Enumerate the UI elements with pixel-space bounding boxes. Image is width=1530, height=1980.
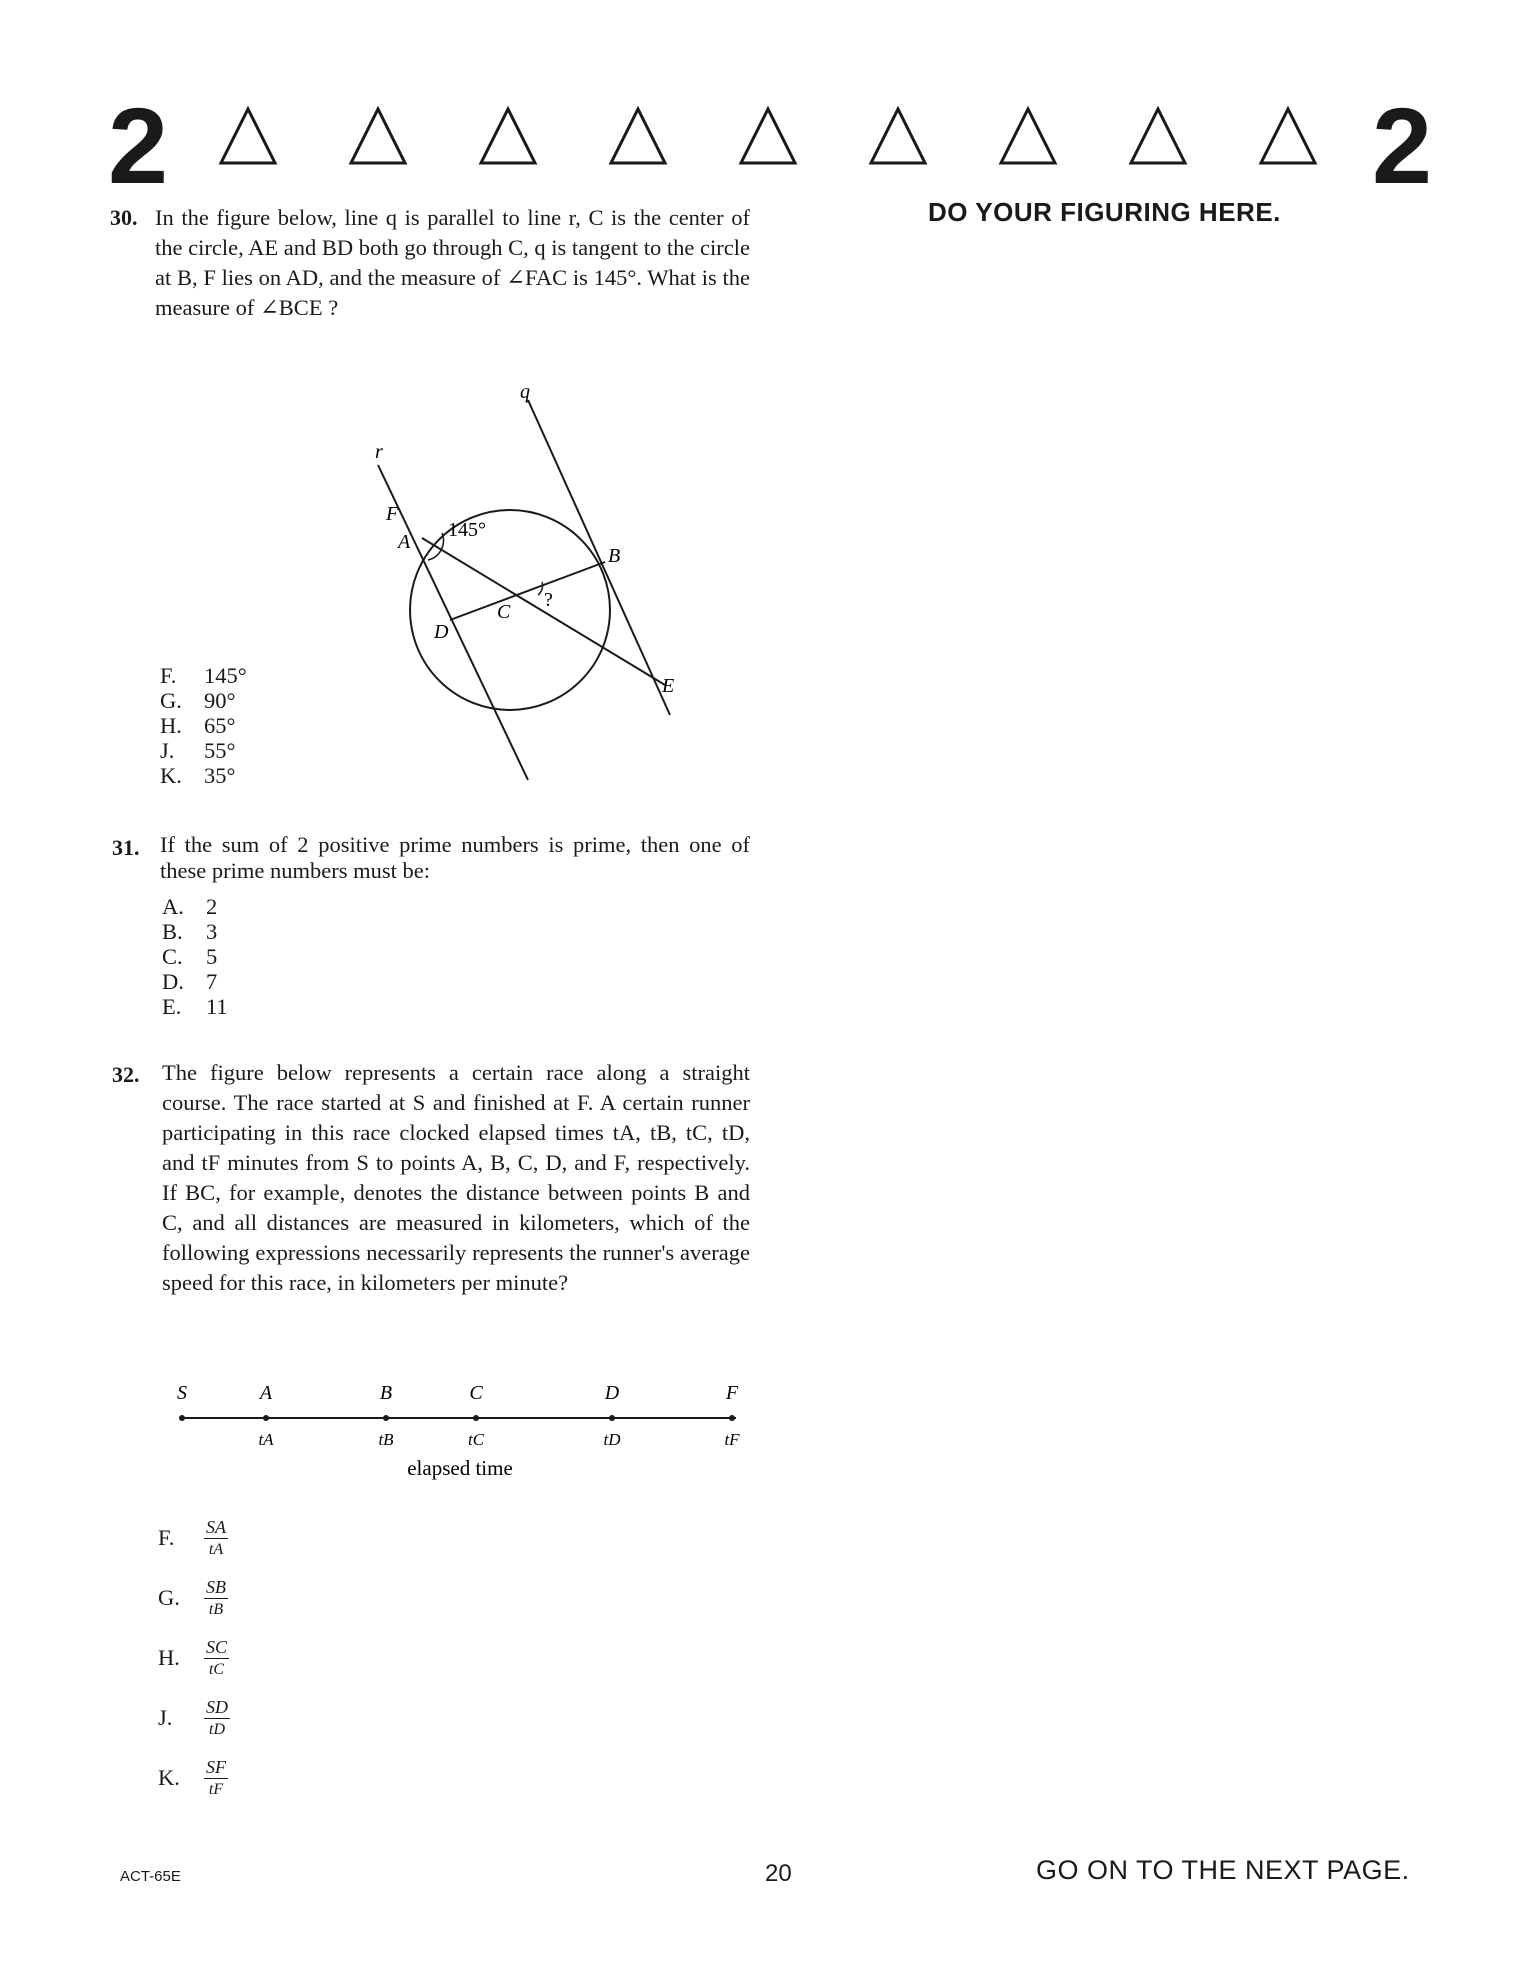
race-point-dot — [179, 1415, 185, 1421]
race-point-label: C — [469, 1382, 483, 1404]
form-code: ACT-65E — [120, 1868, 181, 1885]
fraction-denominator: tD — [209, 1720, 225, 1738]
page-number: 20 — [765, 1860, 792, 1887]
option-letter: C. — [162, 944, 183, 969]
question-32-number: 32. — [112, 1062, 140, 1087]
option-letter: H. — [160, 713, 182, 738]
option-row[interactable] — [158, 1628, 230, 1688]
triangle-row — [218, 106, 1338, 174]
race-point-label: A — [259, 1382, 273, 1404]
option-value: 35° — [204, 763, 236, 788]
question-32-options — [158, 1508, 230, 1808]
option-fraction — [204, 1756, 228, 1801]
race-time-label: tF — [724, 1430, 740, 1449]
option-row[interactable] — [158, 1508, 230, 1568]
figuring-label: DO YOUR FIGURING HERE. — [928, 197, 1281, 227]
race-point-label: D — [604, 1382, 620, 1404]
triangle-icon — [348, 106, 408, 166]
fraction-numerator: SB — [206, 1576, 226, 1597]
option-row[interactable] — [160, 763, 247, 788]
race-diagram — [170, 1375, 750, 1485]
option-row[interactable] — [160, 688, 247, 713]
fraction-numerator: SF — [206, 1756, 226, 1777]
race-point-dot — [729, 1415, 735, 1421]
option-row[interactable] — [160, 738, 247, 763]
fraction-numerator: SA — [206, 1516, 226, 1537]
option-letter: G. — [158, 1585, 180, 1610]
race-point-label: B — [379, 1382, 393, 1404]
option-letter: J. — [158, 1705, 173, 1730]
triangle-icon — [478, 106, 538, 166]
next-page-label: GO ON TO THE NEXT PAGE. — [1036, 1855, 1410, 1885]
question-30-options — [160, 663, 247, 788]
label-q: q — [520, 381, 530, 403]
segment-ae — [422, 538, 665, 685]
triangle-icon — [868, 106, 928, 166]
fraction-numerator: SC — [206, 1636, 228, 1657]
option-value: 145° — [204, 663, 247, 688]
label-f: F — [386, 503, 399, 525]
race-point-dot — [383, 1415, 389, 1421]
option-letter: F. — [158, 1525, 175, 1550]
option-value: 3 — [206, 919, 218, 944]
question-30-number: 30. — [110, 205, 138, 230]
fraction-denominator: tB — [208, 1600, 224, 1618]
question-32-text: The figure below represents a certain race along a straight course. The race started at S and finished at F. A certain runner participating in this race clocked elapsed times tA, tB, tC, tD, and tF minutes from S to points A, B, C, D, and F, respectively. If BC, for example, denotes the distance between points B and C, and all distances are measured in kilometers, which of the following expressions necessarily represents the runner's average speed for this race, in kilometers per minute? — [162, 1060, 750, 1295]
question-31-options — [162, 894, 228, 1019]
option-row[interactable] — [162, 919, 228, 944]
option-row[interactable] — [160, 713, 247, 738]
option-fraction — [204, 1696, 230, 1741]
option-value: 11 — [206, 994, 228, 1019]
race-time-label: tC — [467, 1430, 485, 1449]
label-b: B — [608, 545, 621, 567]
label-d: D — [434, 621, 449, 643]
fraction-numerator: SD — [206, 1696, 228, 1717]
fraction-denominator: tA — [208, 1540, 224, 1558]
race-time-label: tA — [258, 1430, 274, 1449]
section-number-left: 2 — [108, 85, 169, 206]
option-value: 2 — [206, 894, 218, 919]
question-30-text: In the figure below, line q is parallel to line r, C is the center of the circle, AE and BD both go through C, q is tangent to the circle at B, F lies on AD, and the measure of ∠FAC is 145°. What is the measure of ∠BCE ? — [155, 205, 750, 320]
label-r: r — [375, 441, 383, 463]
triangle-icon — [608, 106, 668, 166]
race-time-label: tD — [603, 1430, 621, 1449]
option-value: 90° — [204, 688, 236, 713]
option-letter: A. — [162, 894, 184, 919]
race-point-label: F — [725, 1382, 739, 1404]
race-point-dot — [609, 1415, 615, 1421]
option-letter: D. — [162, 969, 184, 994]
option-letter: E. — [162, 994, 182, 1019]
race-point-dot — [473, 1415, 479, 1421]
label-unknown: ? — [544, 589, 553, 611]
option-letter: J. — [160, 738, 175, 763]
triangle-icon — [998, 106, 1058, 166]
label-145: 145° — [448, 519, 486, 541]
label-e: E — [662, 675, 675, 697]
circle-diagram — [370, 380, 700, 800]
triangle-icon — [218, 106, 278, 166]
line-q — [528, 400, 670, 715]
option-letter: K. — [160, 763, 182, 788]
angle-arc-bce — [538, 582, 543, 595]
option-letter: G. — [160, 688, 182, 713]
race-point-label: S — [177, 1382, 187, 1404]
segment-bd — [450, 562, 605, 620]
option-letter: B. — [162, 919, 183, 944]
option-fraction — [204, 1516, 228, 1561]
option-row[interactable] — [158, 1748, 230, 1808]
label-a: A — [398, 531, 411, 553]
option-row[interactable] — [162, 894, 228, 919]
option-letter: H. — [158, 1645, 180, 1670]
option-row[interactable] — [162, 969, 228, 994]
option-value: 65° — [204, 713, 236, 738]
triangle-icon — [1258, 106, 1318, 166]
label-c: C — [497, 601, 511, 623]
option-fraction — [204, 1636, 229, 1681]
option-fraction — [204, 1576, 228, 1621]
option-letter: F. — [160, 663, 177, 688]
option-row[interactable] — [158, 1568, 230, 1628]
race-axis-caption: elapsed time — [407, 1456, 513, 1480]
fraction-denominator: tC — [208, 1660, 225, 1678]
race-time-label: tB — [378, 1430, 394, 1449]
option-value: 55° — [204, 738, 236, 763]
option-value: 5 — [206, 944, 218, 969]
section-number-right: 2 — [1372, 85, 1433, 206]
question-31-text: If the sum of 2 positive prime numbers is prime, then one of these prime numbers must be: — [160, 832, 750, 883]
option-row[interactable] — [162, 994, 228, 1019]
option-row[interactable] — [158, 1688, 230, 1748]
option-row[interactable] — [162, 944, 228, 969]
fraction-denominator: tF — [208, 1780, 224, 1798]
race-point-dot — [263, 1415, 269, 1421]
option-value: 7 — [206, 969, 218, 994]
triangle-icon — [738, 106, 798, 166]
option-row[interactable] — [160, 663, 247, 688]
triangle-icon — [1128, 106, 1188, 166]
question-31-number: 31. — [112, 835, 140, 860]
option-letter: K. — [158, 1765, 180, 1790]
